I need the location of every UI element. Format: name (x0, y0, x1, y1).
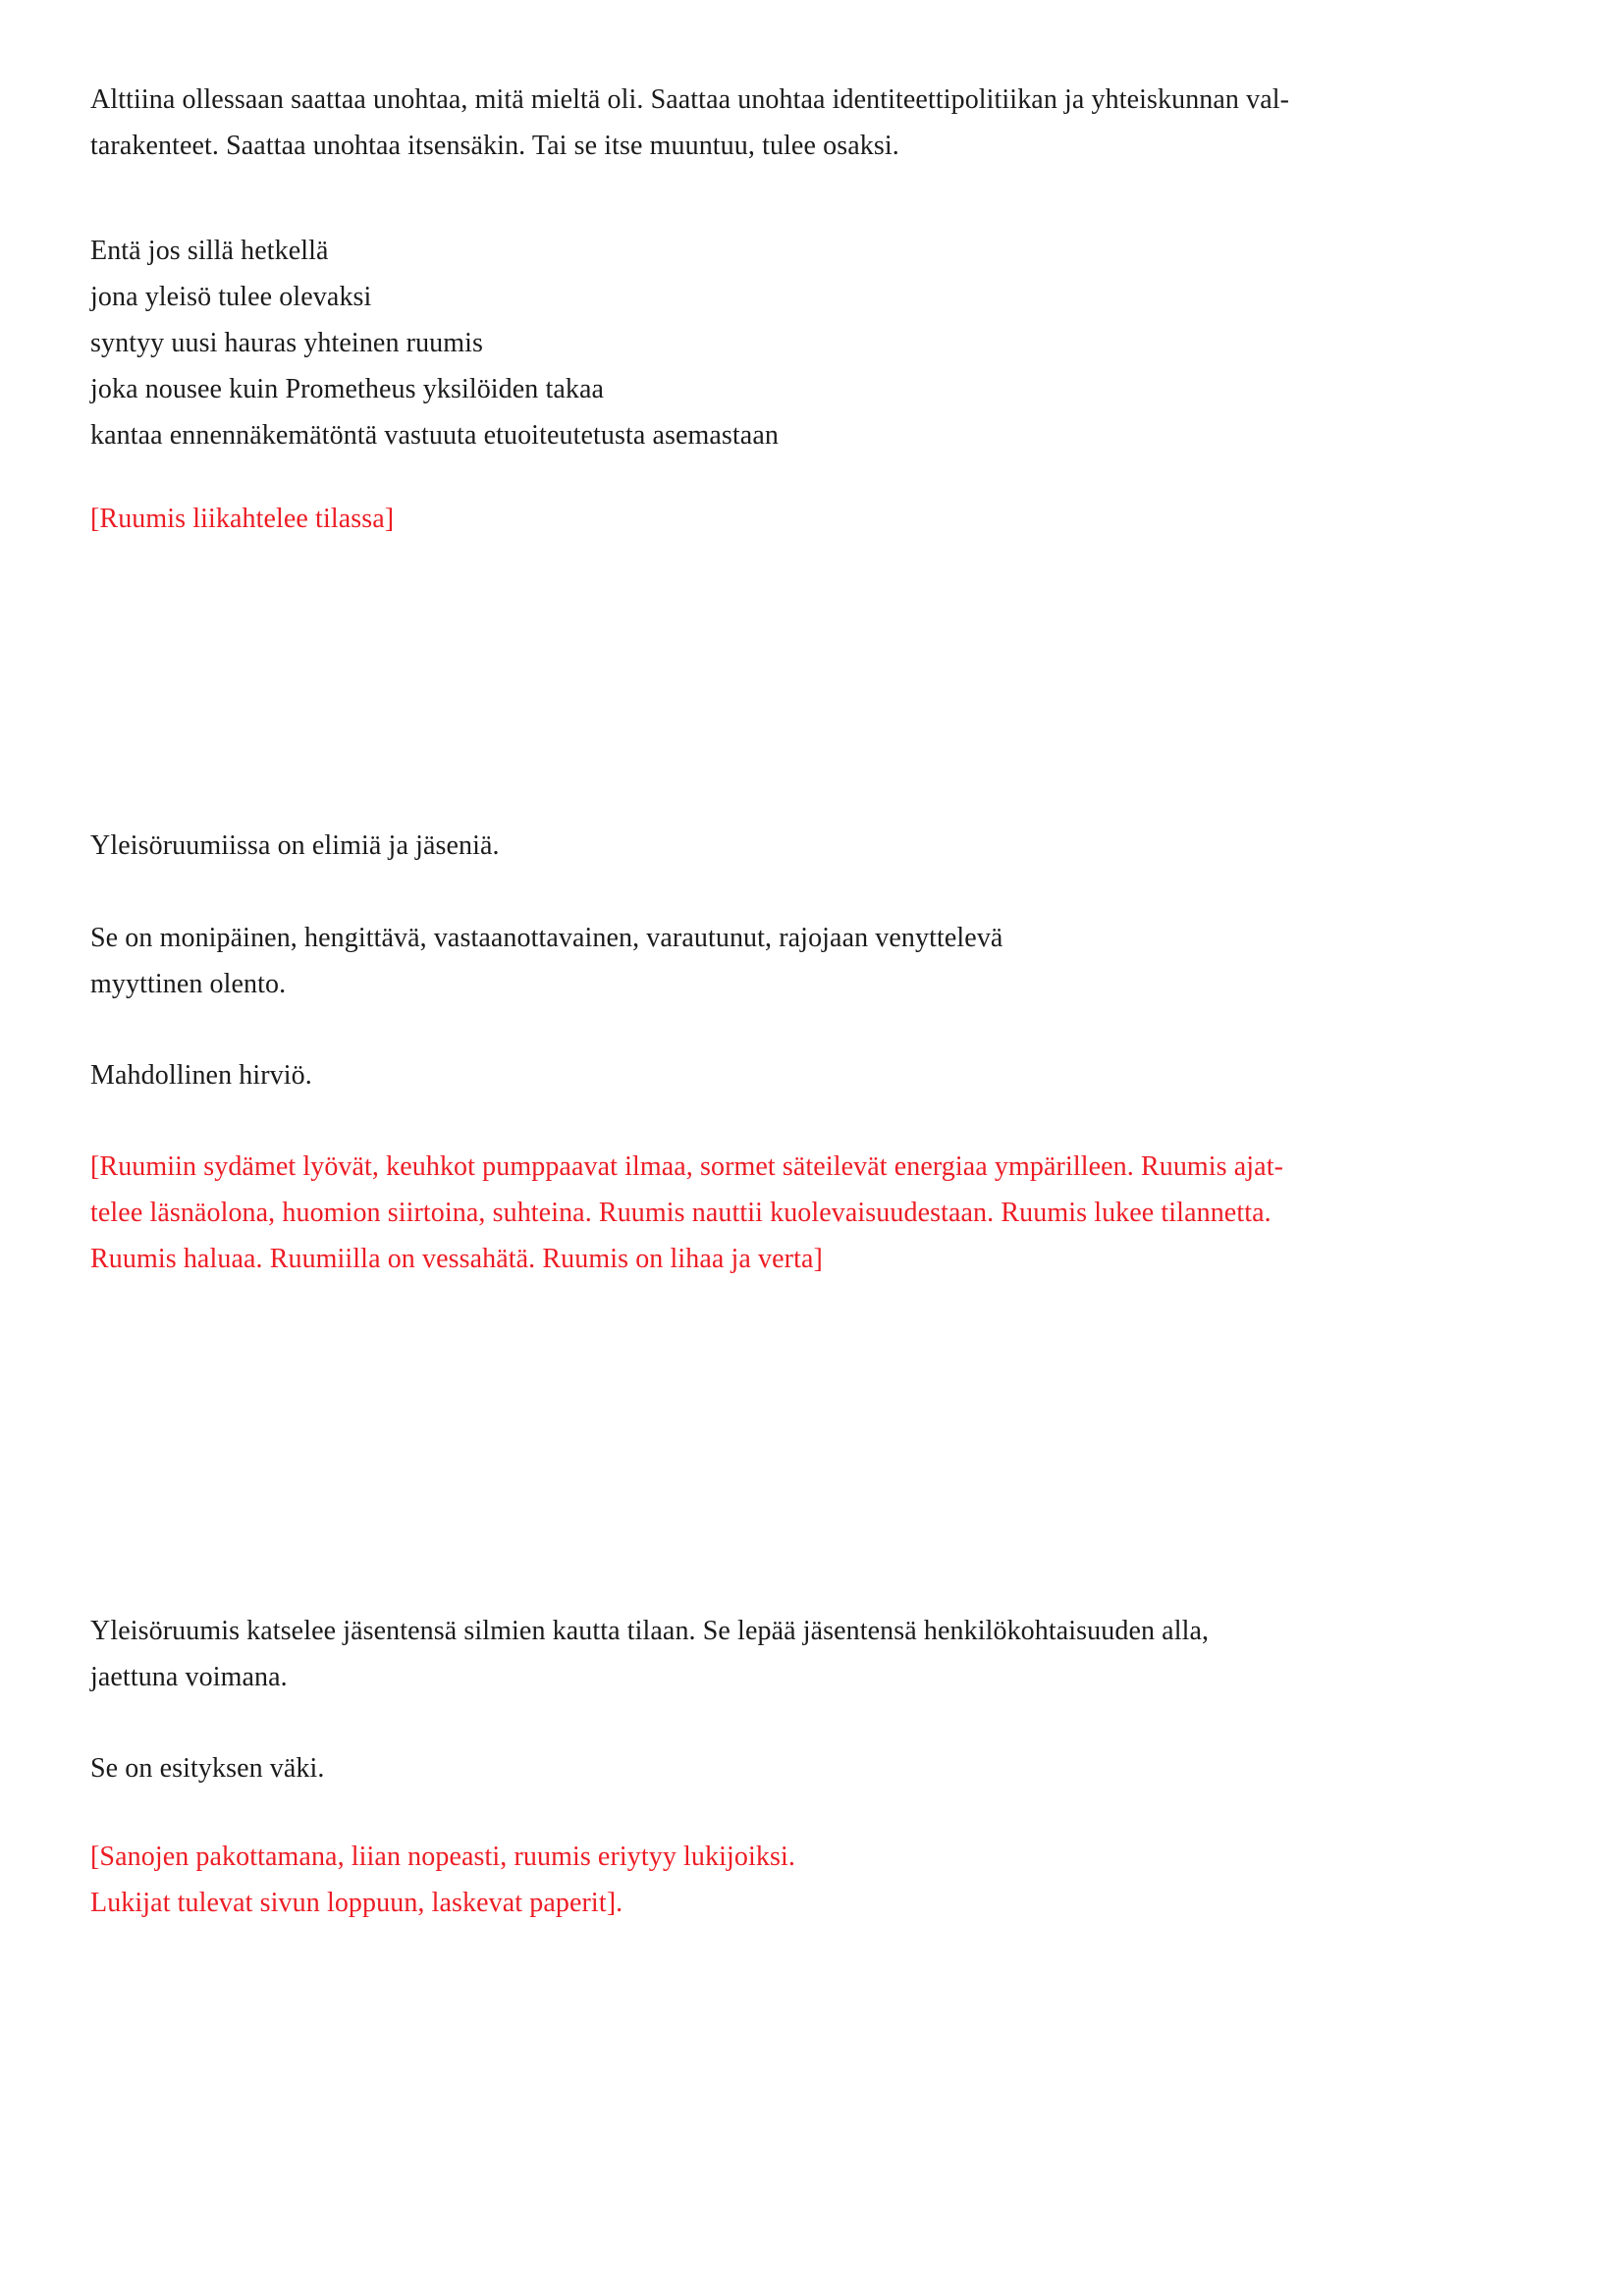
paragraph-yleisoruumis-katselee (90, 1608, 1538, 1700)
text-line: myyttinen olento. (90, 969, 287, 999)
text-line: [Ruumis liikahtelee tilassa] (90, 504, 395, 534)
text-line: telee läsnäolona, huomion siirtoina, suhteina. Ruumis nauttii kuolevaisuudestaan. Ruumis lukee tilannetta. (90, 1198, 1272, 1228)
text-line: tarakenteet. Saattaa unohtaa itsensäkin. Tai se itse muuntuu, tulee osaksi. (90, 131, 899, 161)
paragraph-yleisoruumiissa (90, 823, 1538, 869)
text-line: joka nousee kuin Prometheus yksilöiden takaa (90, 374, 605, 404)
text-line: jaettuna voimana. (90, 1662, 288, 1692)
text-line: Yleisöruumiissa on elimiä ja jäseniä. (90, 830, 500, 861)
stage-direction-sanojen-pakottamana (90, 1834, 1538, 1926)
text-line: Yleisöruumis katselee jäsentensä silmien kautta tilaan. Se lepää jäsentensä henkilökohtaisuuden alla, (90, 1616, 1210, 1646)
text-line: Se on monipäinen, hengittävä, vastaanottavainen, varautunut, rajojaan venyttelevä (90, 923, 1003, 953)
paragraph-esityksen-vaki (90, 1745, 1538, 1791)
paragraph-mahdollinen-hirvio (90, 1052, 1538, 1098)
paragraph-se-on-monipainen (90, 915, 1538, 1007)
text-line: [Sanojen pakottamana, liian nopeasti, ruumis eriytyy lukijoiksi. (90, 1842, 795, 1872)
text-line: Lukijat tulevat sivun loppuun, laskevat paperit]. (90, 1888, 623, 1918)
text-line: Entä jos sillä hetkellä (90, 236, 329, 266)
stanza-enta-jos (90, 228, 1538, 458)
text-line: Se on esityksen väki. (90, 1753, 325, 1784)
text-line: kantaa ennennäkemätöntä vastuuta etuoiteutetusta asemastaan (90, 420, 779, 451)
stage-direction-ruumis-liikahtelee (90, 496, 1538, 542)
text-line: syntyy uusi hauras yhteinen ruumis (90, 328, 484, 358)
text-line: [Ruumiin sydämet lyövät, keuhkot pumppaavat ilmaa, sormet säteilevät energiaa ympärilleen. Ruumis ajat- (90, 1151, 1284, 1182)
text-line: Mahdollinen hirviö. (90, 1060, 312, 1091)
text-line: Ruumis haluaa. Ruumiilla on vessahätä. Ruumis on lihaa ja verta] (90, 1244, 823, 1274)
stage-direction-ruumiin-sydamet (90, 1144, 1538, 1282)
text-line: jona yleisö tulee olevaksi (90, 282, 372, 312)
text-line: Alttiina ollessaan saattaa unohtaa, mitä mieltä oli. Saattaa unohtaa identiteettipolitiikan ja yhteiskunnan val- (90, 84, 1290, 115)
paragraph-alttiina (90, 77, 1538, 169)
